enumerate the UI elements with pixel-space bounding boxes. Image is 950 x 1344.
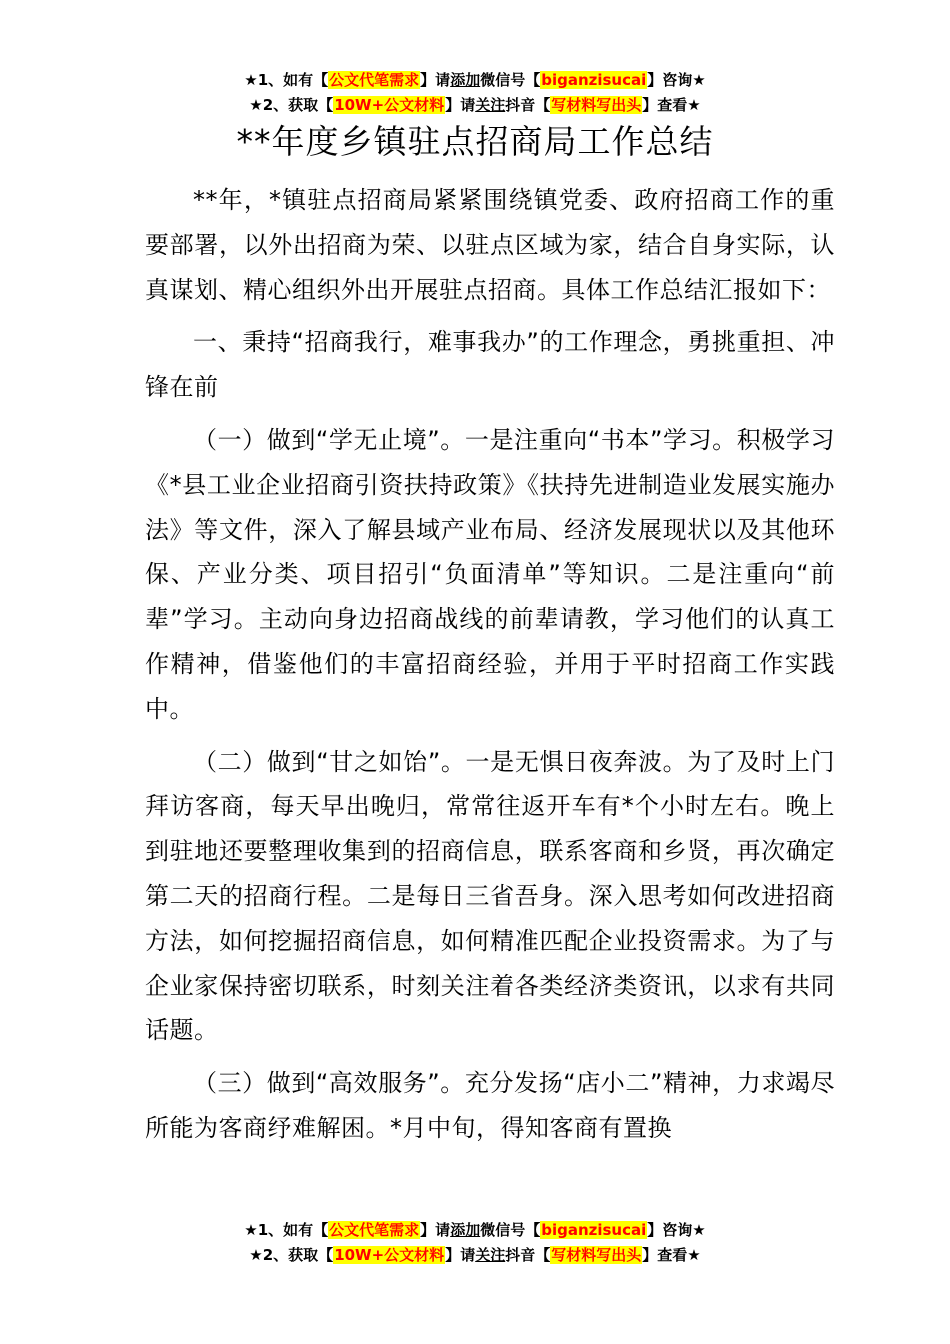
banner-text: 抖音【 — [505, 96, 551, 114]
banner-underline: 添加 — [450, 1221, 481, 1239]
banner-line-1 — [0, 68, 950, 93]
banner-text: 】咨询★ — [647, 71, 706, 89]
banner-underline: 关注 — [475, 96, 506, 114]
banner-text: 】查看★ — [642, 96, 701, 114]
banner-highlight: 写材料写出头 — [551, 96, 642, 114]
body-paragraph: （一）做到“学无止境”。一是注重向“书本”学习。积极学习《*县工业企业招商引资扶持政策》《扶持先进制造业发展实施办法》等文件，深入了解县域产业布局、经济发展现状以及其他环保、产业分类、项目招引“负面清单”等知识。二是注重向“前辈”学习。主动向身边招商战线的前辈请教，学习他们的认真工作精神，借鉴他们的丰富招商经验，并用于平时招商工作实践中。 — [145, 425, 835, 723]
banner-line-2 — [0, 1243, 950, 1268]
body-paragraph: （二）做到“甘之如饴”。一是无惧日夜奔波。为了及时上门拜访客商，每天早出晚归，常常往返开车有*个小时左右。晚上到驻地还要整理收集到的招商信息，联系客商和乡贤，再次确定第二天的招商行程。二是每日三省吾身。深入思考如何改进招商方法，如何挖掘招商信息，如何精准匹配企业投资需求。为了与企业家保持密切联系，时刻关注着各类经济类资讯，以求有共同话题。 — [145, 747, 835, 1045]
banner-highlight: biganzisucai — [541, 1221, 647, 1239]
banner-underline: 关注 — [475, 1246, 506, 1264]
section-heading-1: 一、秉持“招商我行，难事我办”的工作理念，勇挑重担、冲锋在前 — [145, 328, 835, 402]
banner-text: ★2、获取【 — [249, 96, 334, 114]
banner-highlight: 写材料写出头 — [551, 1246, 642, 1264]
banner-line-1 — [0, 1218, 950, 1243]
header-banner — [0, 68, 950, 118]
banner-text: 】请 — [420, 71, 451, 89]
banner-text: ★1、如有【 — [244, 71, 329, 89]
intro-paragraph: **年，*镇驻点招商局紧紧围绕镇党委、政府招商工作的重要部署，以外出招商为荣、以驻点区域为家，结合自身实际，认真谋划、精心组织外出开展驻点招商。具体工作总结汇报如下： — [145, 186, 835, 304]
banner-text: ★2、获取【 — [249, 1246, 334, 1264]
banner-highlight: 10W+公文材料 — [334, 96, 445, 114]
body-paragraph: （三）做到“高效服务”。充分发扬“店小二”精神，力求竭尽所能为客商纾难解困。*月中旬，得知客商有置换 — [145, 1069, 835, 1142]
banner-highlight: 10W+公文材料 — [334, 1246, 445, 1264]
banner-text: 】查看★ — [642, 1246, 701, 1264]
banner-text: 】请 — [445, 96, 476, 114]
banner-line-2 — [0, 93, 950, 118]
banner-highlight: biganzisucai — [541, 71, 647, 89]
banner-highlight: 公文代笔需求 — [329, 1221, 420, 1239]
document-title: **年度乡镇驻点招商局工作总结 — [236, 122, 714, 161]
footer-banner — [0, 1218, 950, 1268]
banner-text: 微信号【 — [480, 71, 541, 89]
banner-text: 微信号【 — [480, 1221, 541, 1239]
banner-text: 抖音【 — [505, 1246, 551, 1264]
banner-text: 】请 — [420, 1221, 451, 1239]
banner-text: 】请 — [445, 1246, 476, 1264]
banner-text: 】咨询★ — [647, 1221, 706, 1239]
banner-highlight: 公文代笔需求 — [329, 71, 420, 89]
banner-underline: 添加 — [450, 71, 481, 89]
banner-text: ★1、如有【 — [244, 1221, 329, 1239]
document-body — [145, 178, 835, 1159]
